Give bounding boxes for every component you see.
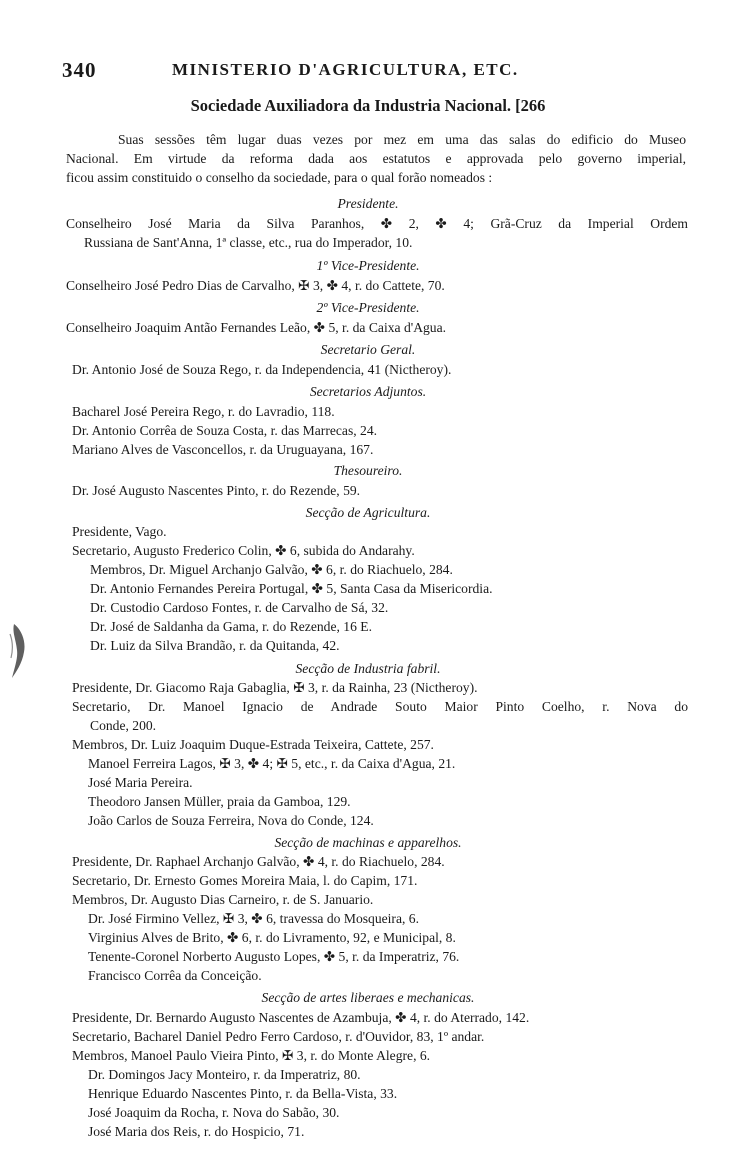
- entry-line: Dr. Luiz da Silva Brandão, r. da Quitanda, 42.: [90, 638, 340, 653]
- entry-line: Bacharel José Pereira Rego, r. do Lavradio, 118.: [72, 404, 335, 419]
- entry-line: Presidente, Dr. Raphael Archanjo Galvão, ✤ 4, r. do Riachuelo, 284.: [72, 854, 445, 869]
- entry-line: Russiana de Sant'Anna, 1ª classe, etc., rua do Imperador, 10.: [84, 235, 413, 250]
- running-title: MINISTERIO D'AGRICULTURA, ETC.: [172, 60, 519, 79]
- entry-line: Manoel Ferreira Lagos, ✠ 3, ✤ 4; ✠ 5, etc., r. da Caixa d'Agua, 21.: [88, 756, 456, 771]
- heading-seccao-agricultura: Secção de Agricultura.: [305, 505, 431, 520]
- entry-line: Dr. José Firmino Vellez, ✠ 3, ✤ 6, travessa do Mosqueira, 6.: [88, 911, 419, 926]
- ink-stain-mark: [6, 620, 30, 682]
- heading-seccao-machinas: Secção de machinas e apparelhos.: [274, 835, 462, 850]
- heading-vice-presidente-2: 2º Vice-Presidente.: [316, 300, 420, 315]
- entry-line: Tenente-Coronel Norberto Augusto Lopes, ✤ 5, r. da Imperatriz, 76.: [88, 949, 460, 964]
- entry-line: Presidente, Dr. Bernardo Augusto Nascentes de Azambuja, ✤ 4, r. do Aterrado, 142.: [72, 1010, 530, 1025]
- entry-line: João Carlos de Souza Ferreira, Nova do Conde, 124.: [88, 813, 374, 828]
- heading-thesoureiro: Thesoureiro.: [333, 463, 403, 478]
- entry-line: Secretario, Dr. Ernesto Gomes Moreira Maia, l. do Capim, 171.: [72, 873, 418, 888]
- entry-line: Theodoro Jansen Müller, praia da Gamboa, 129.: [88, 794, 351, 809]
- entry-line: Henrique Eduardo Nascentes Pinto, r. da Bella-Vista, 33.: [88, 1086, 398, 1101]
- heading-seccao-industria-fabril: Secção de Industria fabril.: [295, 661, 441, 676]
- entry-line: Presidente, Dr. Giacomo Raja Gabaglia, ✠ 3, r. da Rainha, 23 (Nictheroy).: [72, 680, 478, 695]
- intro-line: Nacional. Em virtude da reforma dada aos estatutos e approvada pelo governo imperial,: [66, 151, 686, 166]
- entry-line: Membros, Manoel Paulo Vieira Pinto, ✠ 3, r. do Monte Alegre, 6.: [72, 1048, 431, 1063]
- entry-line: Secretario, Dr. Manoel Ignacio de Andrade Souto Maior Pinto Coelho, r. Nova do: [72, 699, 688, 714]
- section-title: Sociedade Auxiliadora da Industria Nacional. [266: [190, 96, 546, 115]
- entry-line: Membros, Dr. Miguel Archanjo Galvão, ✤ 6, r. do Riachuelo, 284.: [90, 562, 453, 577]
- entry-line: Conde, 200.: [90, 718, 157, 733]
- entry-line: Membros, Dr. Luiz Joaquim Duque-Estrada Teixeira, Cattete, 257.: [72, 737, 434, 752]
- entry-line: Dr. Antonio José de Souza Rego, r. da Independencia, 41 (Nictheroy).: [72, 362, 452, 377]
- entry-line: Conselheiro Joaquim Antão Fernandes Leão, ✤ 5, r. da Caixa d'Agua.: [66, 320, 447, 335]
- entry-line: Mariano Alves de Vasconcellos, r. da Uruguayana, 167.: [72, 442, 374, 457]
- entry-line: Francisco Corrêa da Conceição.: [88, 968, 262, 983]
- intro-line: ficou assim constituido o conselho da sociedade, para o qual forão nomeados :: [66, 170, 493, 185]
- heading-presidente: Presidente.: [337, 196, 399, 211]
- entry-line: Dr. José Augusto Nascentes Pinto, r. do Rezende, 59.: [72, 483, 361, 498]
- entry-line: Dr. Antonio Corrêa de Souza Costa, r. das Marrecas, 24.: [72, 423, 378, 438]
- entry-line: Conselheiro José Maria da Silva Paranhos, ✤ 2, ✤ 4; Grã-Cruz da Imperial Ordem: [66, 216, 688, 231]
- heading-vice-presidente-1: 1º Vice-Presidente.: [316, 258, 420, 273]
- entry-line: José Joaquim da Rocha, r. Nova do Sabão, 30.: [88, 1105, 340, 1120]
- entry-line: José Maria Pereira.: [88, 775, 193, 790]
- entry-line: Dr. José de Saldanha da Gama, r. do Rezende, 16 E.: [90, 619, 372, 634]
- page-number: 340: [62, 58, 97, 82]
- entry-line: Secretario, Augusto Frederico Colin, ✤ 6, subida do Andarahy.: [72, 543, 415, 558]
- entry-line: Presidente, Vago.: [72, 524, 167, 539]
- entry-line: José Maria dos Reis, r. do Hospicio, 71.: [88, 1124, 305, 1139]
- heading-seccao-artes: Secção de artes liberaes e mechanicas.: [261, 990, 475, 1005]
- heading-secretarios-adjuntos: Secretarios Adjuntos.: [309, 384, 427, 399]
- intro-line: Suas sessões têm lugar duas vezes por mez em uma das salas do edificio do Museo: [118, 132, 686, 147]
- entry-line: Membros, Dr. Augusto Dias Carneiro, r. de S. Januario.: [72, 892, 374, 907]
- entry-line: Dr. Antonio Fernandes Pereira Portugal, ✤ 5, Santa Casa da Misericordia.: [90, 581, 493, 596]
- entry-line: Dr. Custodio Cardoso Fontes, r. de Carvalho de Sá, 32.: [90, 600, 389, 615]
- entry-line: Virginius Alves de Brito, ✤ 6, r. do Livramento, 92, e Municipal, 8.: [88, 930, 456, 945]
- running-header: [62, 58, 692, 84]
- entry-line: Secretario, Bacharel Daniel Pedro Ferro Cardoso, r. d'Ouvidor, 83, 1º andar.: [72, 1029, 485, 1044]
- heading-secretario-geral: Secretario Geral.: [320, 342, 416, 357]
- entry-line: Dr. Domingos Jacy Monteiro, r. da Imperatriz, 80.: [88, 1067, 361, 1082]
- entry-line: Conselheiro José Pedro Dias de Carvalho, ✠ 3, ✤ 4, r. do Cattete, 70.: [66, 278, 445, 293]
